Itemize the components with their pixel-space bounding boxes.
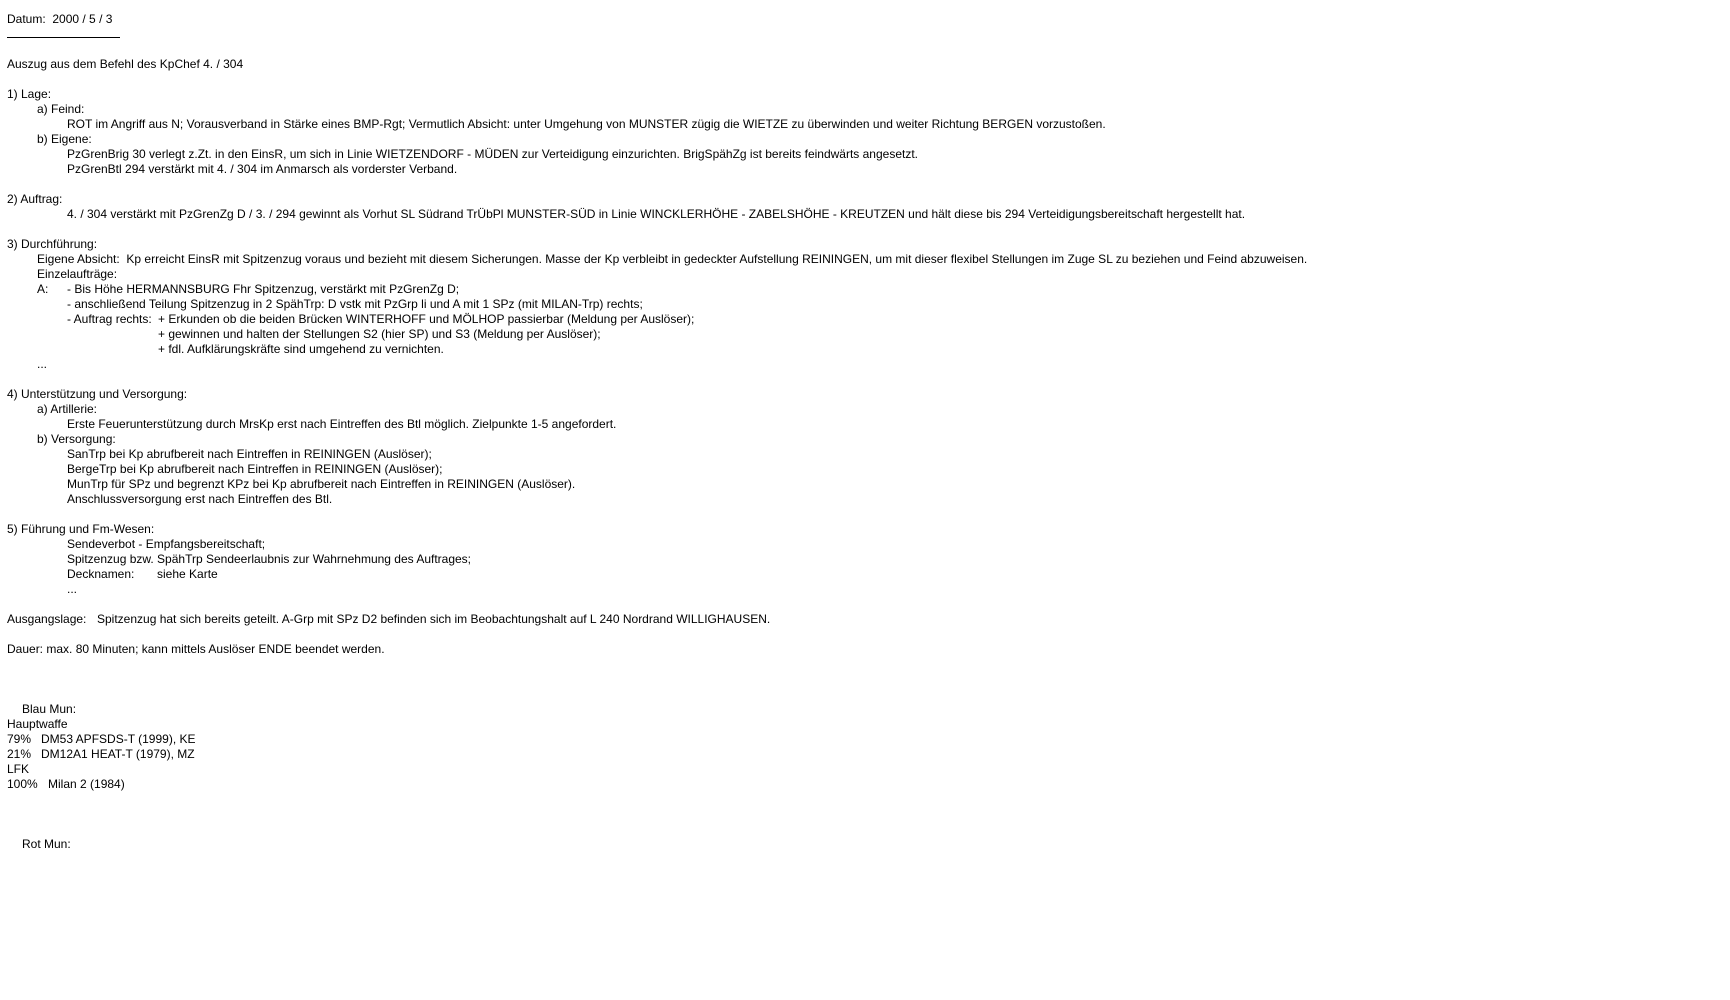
durchfuehrung-ellipsis: ...	[37, 357, 48, 371]
hw-2-text: DM12A1 HEAT-T (1979), MZ	[41, 747, 195, 761]
fuehrung-heading: 5) Führung und Fm-Wesen:	[7, 522, 155, 536]
artillerie-heading: a) Artillerie:	[37, 402, 98, 416]
versorgung-item-3: MunTrp für SPz und begrenzt KPz bei Kp abrufbereit nach Eintreffen in REININGEN (Auslöser).	[67, 477, 576, 491]
datum-value: 2000 / 5 / 3	[52, 12, 113, 26]
hw-2-pct: 21%	[7, 747, 32, 761]
unterstuetzung-heading: 4) Unterstützung und Versorgung:	[7, 387, 188, 401]
hw-1-pct: 79%	[7, 732, 32, 746]
hw-1-text: DM53 APFSDS-T (1999), KE	[41, 732, 196, 746]
a-item-2: - anschließend Teilung Spitzenzug in 2 SpähTrp: D vstk mit PzGrp li und A mit 1 SPz (mit MILAN-Trp) rechts;	[67, 297, 643, 311]
feind-text: ROT im Angriff aus N; Vorausverband in Stärke eines BMP-Rgt; Vermutlich Absicht: unter Umgehung von MUNSTER zügig die WIETZE zu überwinden und weiter Richtung BERGEN vorzustoßen.	[67, 117, 1106, 131]
blau-mun-heading: Blau Mun:	[22, 702, 77, 716]
versorgung-item-1: SanTrp bei Kp abrufbereit nach Eintreffen in REININGEN (Auslöser);	[67, 447, 432, 461]
auftrag-heading: 2) Auftrag:	[7, 192, 63, 206]
dauer-text: Dauer: max. 80 Minuten; kann mittels Auslöser ENDE beendet werden.	[7, 642, 385, 656]
versorgung-heading: b) Versorgung:	[37, 432, 116, 446]
datum-line	[7, 12, 112, 26]
einzelauftraege-heading: Einzelaufträge:	[37, 267, 118, 281]
a-item-3-sub-2: + gewinnen und halten der Stellungen S2 (hier SP) und S3 (Meldung per Auslöser);	[158, 327, 601, 341]
fuehrung-item-1: Sendeverbot - Empfangsbereitschaft;	[67, 537, 266, 551]
feind-heading: a) Feind:	[37, 102, 85, 116]
ausgangslage-text: Spitzenzug hat sich bereits geteilt. A-Grp mit SPz D2 befinden sich im Beobachtungshalt auf L 240 Nordrand WILLIGHAUSEN.	[97, 612, 771, 626]
a-item-1: - Bis Höhe HERMANNSBURG Fhr Spitzenzug, verstärkt mit PzGrenZg D;	[67, 282, 460, 296]
decknamen-value: siehe Karte	[157, 567, 218, 581]
versorgung-item-4: Anschlussversorgung erst nach Eintreffen des Btl.	[67, 492, 333, 506]
eigene-absicht: Eigene Absicht: Kp erreicht EinsR mit Spitzenzug voraus und bezieht mit diesem Sicherungen. Masse der Kp verbleibt in gedeckter Aufstellung REININGEN, um mit dieser flexibel Stellungen im Zuge SL zu beziehen und Feind abzuweisen.	[37, 252, 1308, 266]
rot-mun-heading: Rot Mun:	[22, 837, 71, 851]
fuehrung-item-2: Spitzenzug bzw. SpähTrp Sendeerlaubnis zur Wahrnehmung des Auftrages;	[67, 552, 472, 566]
durchfuehrung-heading: 3) Durchführung:	[7, 237, 98, 251]
excerpt-title: Auszug aus dem Befehl des KpChef 4. / 304	[7, 57, 244, 71]
header-divider	[7, 37, 120, 38]
eigene-text-1: PzGrenBrig 30 verlegt z.Zt. in den EinsR, um sich in Linie WIETZENDORF - MÜDEN zur Verteidigung einzurichten. BrigSpähZg ist bereits feindwärts angesetzt.	[67, 147, 919, 161]
ausgangslage-label: Ausgangslage:	[7, 612, 87, 626]
a-item-3-sub-1: + Erkunden ob die beiden Brücken WINTERHOFF und MÖLHOP passierbar (Meldung per Auslöser);	[158, 312, 695, 326]
fuehrung-ellipsis: ...	[67, 582, 78, 596]
datum-label: Datum:	[7, 12, 46, 26]
eigene-heading: b) Eigene:	[37, 132, 92, 146]
a-item-3-label: - Auftrag rechts:	[67, 312, 152, 326]
a-item-3-sub-3: + fdl. Aufklärungskräfte sind umgehend zu vernichten.	[158, 342, 444, 356]
hauptwaffe-label: Hauptwaffe	[7, 717, 68, 731]
lfk-1-text: Milan 2 (1984)	[48, 777, 125, 791]
decknamen-label: Decknamen:	[67, 567, 135, 581]
auftrag-text: 4. / 304 verstärkt mit PzGrenZg D / 3. / 294 gewinnt als Vorhut SL Südrand TrÜbPl MUNSTER-SÜD in Linie WINCKLERHÖHE - ZABELSHÖHE - KREUTZEN und hält diese bis 294 Verteidigungsbereitschaft hergestellt hat.	[67, 207, 1246, 221]
artillerie-text: Erste Feuerunterstützung durch MrsKp erst nach Eintreffen des Btl möglich. Zielpunkte 1-5 angefordert.	[67, 417, 617, 431]
lfk-label: LFK	[7, 762, 30, 776]
versorgung-item-2: BergeTrp bei Kp abrufbereit nach Eintreffen in REININGEN (Auslöser);	[67, 462, 443, 476]
a-label: A:	[37, 282, 49, 296]
eigene-text-2: PzGrenBtl 294 verstärkt mit 4. / 304 im Anmarsch als vorderster Verband.	[67, 162, 458, 176]
lage-heading: 1) Lage:	[7, 87, 52, 101]
lfk-1-pct: 100%	[7, 777, 38, 791]
